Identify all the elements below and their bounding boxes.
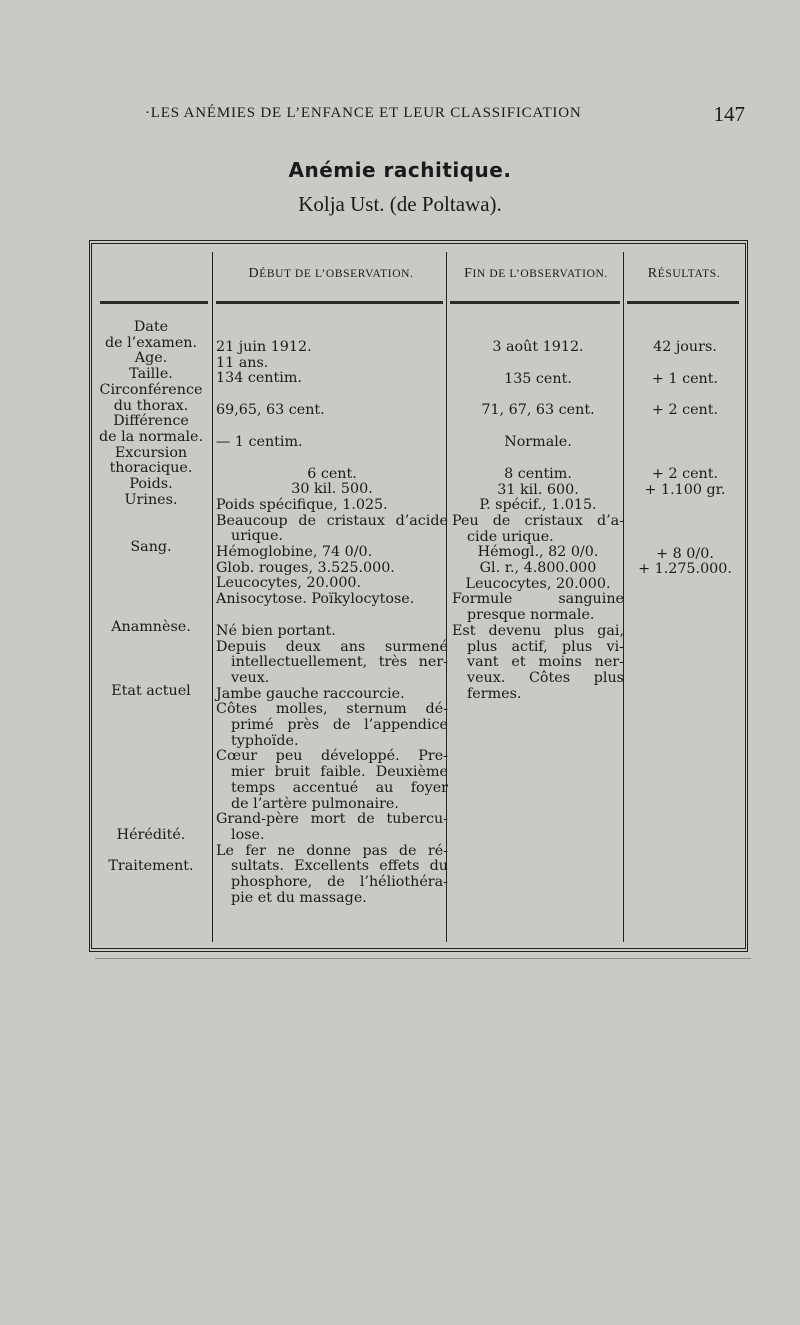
column-header-start: DÉBUT DE L’OBSERVATION.: [248, 266, 414, 281]
cell-line: 11 ans.: [216, 354, 269, 371]
cell-line: + 1.275.000.: [638, 561, 732, 578]
column-header-end: FIN DE L’OBSERVATION.: [464, 266, 608, 281]
cell-line: presque normale.: [467, 607, 595, 624]
column-divider: [212, 252, 213, 942]
cell-line: cide urique.: [467, 528, 554, 545]
cell-line: urique.: [231, 528, 283, 545]
cell-line: Glob. rouges, 3.525.000.: [216, 559, 395, 576]
row-label: Sang.: [130, 539, 172, 556]
cell-line: Leucocytes, 20.000.: [216, 575, 362, 592]
cell-line: Normale.: [504, 434, 572, 451]
cell-line: Né bien portant.: [216, 622, 336, 639]
header-rule: [450, 301, 620, 304]
cell-line: Hémoglobine, 74 0/0.: [216, 544, 373, 561]
cell-line: intellectuellement, très ner-: [231, 654, 448, 671]
cell-line: primé près de l’appendice: [231, 717, 448, 734]
cell-line: Depuis deux ans surmené: [216, 638, 448, 655]
cell-line: + 1 cent.: [651, 370, 719, 387]
cell-line: 21 juin 1912.: [216, 339, 312, 355]
cell-line: typhoïde.: [231, 732, 299, 749]
cell-line: + 2 cent.: [651, 466, 719, 483]
row-label: Poids.: [129, 476, 173, 493]
row-label: Taille.: [129, 366, 173, 383]
cell-line: Est devenu plus gai,: [452, 622, 624, 639]
cell-line: Peu de cristaux d’a-: [452, 512, 624, 529]
page-number: 147: [713, 102, 745, 126]
header-rule: [627, 301, 739, 304]
header-rule: [216, 301, 443, 304]
cell-line: Cœur peu développé. Pre-: [216, 748, 448, 765]
cell-line: Côtes molles, sternum dé-: [216, 701, 448, 718]
cell-line: lose.: [231, 826, 265, 843]
cell-line: 71, 67, 63 cent.: [481, 402, 595, 419]
row-label: Hérédité.: [116, 826, 186, 843]
cell-line: Jambe gauche raccourcie.: [216, 685, 405, 702]
cell-line: temps accentué au foyer: [231, 779, 448, 796]
cell-line: Anisocytose. Poïkylocytose.: [216, 591, 415, 608]
running-header: [145, 103, 745, 129]
cell-line: sultats. Excellents effets du: [231, 858, 448, 875]
cell-line: de l’artère pulmonaire.: [231, 795, 399, 812]
cell-line: 134 centim.: [216, 370, 302, 387]
row-label: thoracique.: [109, 460, 193, 477]
row-label: Date: [133, 319, 169, 335]
cell-line: 3 août 1912.: [492, 339, 584, 355]
row-label: de l’examen.: [104, 334, 198, 351]
cell-line: Poids spécifique, 1.025.: [216, 496, 388, 513]
cell-line: Hémogl., 82 0/0.: [477, 544, 599, 561]
cell-line: veux. Côtes plus: [467, 669, 624, 686]
row-label: Traitement.: [108, 858, 194, 875]
cell-line: + 1.100 gr.: [644, 481, 726, 498]
header-rule: [100, 301, 208, 304]
cell-line: fermes.: [467, 685, 522, 702]
row-label: Etat actuel: [111, 682, 191, 699]
cell-line: phosphore, de l’héliothéra-: [231, 874, 448, 891]
cell-line: P. spécif., 1.015.: [479, 497, 597, 514]
cell-line: 69,65, 63 cent.: [216, 402, 325, 419]
section-title: Anémie rachitique.: [288, 158, 512, 182]
cell-line: mier bruit faible. Deuxième: [231, 764, 448, 781]
row-label: Age.: [134, 350, 168, 367]
running-title: ·LES ANÉMIES DE L’ENFANCE ET LEUR CLASSIFICATION: [145, 105, 582, 121]
cell-line: 30 kil. 500.: [291, 481, 373, 498]
cell-line: 135 cent.: [504, 370, 572, 387]
case-subtitle: Kolja Ust. (de Poltawa).: [298, 192, 502, 216]
cell-line: Gl. r., 4.800.000: [479, 560, 597, 577]
cell-line: 42 jours.: [653, 339, 717, 355]
cell-line: + 2 cent.: [651, 402, 719, 419]
cell-line: Grand-père mort de tubercu-: [216, 811, 448, 828]
row-label: Excursion: [114, 444, 188, 461]
row-label: de la normale.: [98, 428, 204, 445]
start-column: [216, 340, 448, 907]
cell-line: + 8 0/0.: [656, 545, 714, 562]
bleed-through-line: [95, 958, 751, 959]
row-label: Circonférence: [99, 381, 203, 398]
cell-line: Formule sanguine: [452, 591, 624, 608]
cell-line: Le fer ne donne pas de ré-: [216, 842, 448, 859]
results-column: [628, 340, 742, 578]
cell-line: pie et du massage.: [231, 889, 367, 906]
column-header-results: RÉSULTATS.: [647, 266, 721, 281]
cell-line: 6 cent.: [307, 465, 357, 482]
row-label: Différence: [113, 413, 189, 430]
cell-line: veux.: [231, 669, 270, 686]
observation-table: [89, 240, 748, 952]
row-label: du thorax.: [113, 397, 189, 414]
cell-line: 8 centim.: [504, 465, 572, 482]
cell-line: plus actif, plus vi-: [467, 638, 624, 655]
row-label: Urines.: [124, 491, 178, 508]
cell-line: — 1 centim.: [216, 433, 303, 450]
row-labels-column: [92, 320, 210, 875]
row-label: Anamnèse.: [111, 619, 191, 636]
cell-line: Beaucoup de cristaux d’acide: [216, 512, 448, 529]
end-column: [452, 340, 624, 702]
cell-line: 31 kil. 600.: [497, 481, 579, 498]
cell-line: vant et moins ner-: [467, 654, 624, 671]
cell-line: Leucocytes, 20.000.: [465, 575, 611, 592]
